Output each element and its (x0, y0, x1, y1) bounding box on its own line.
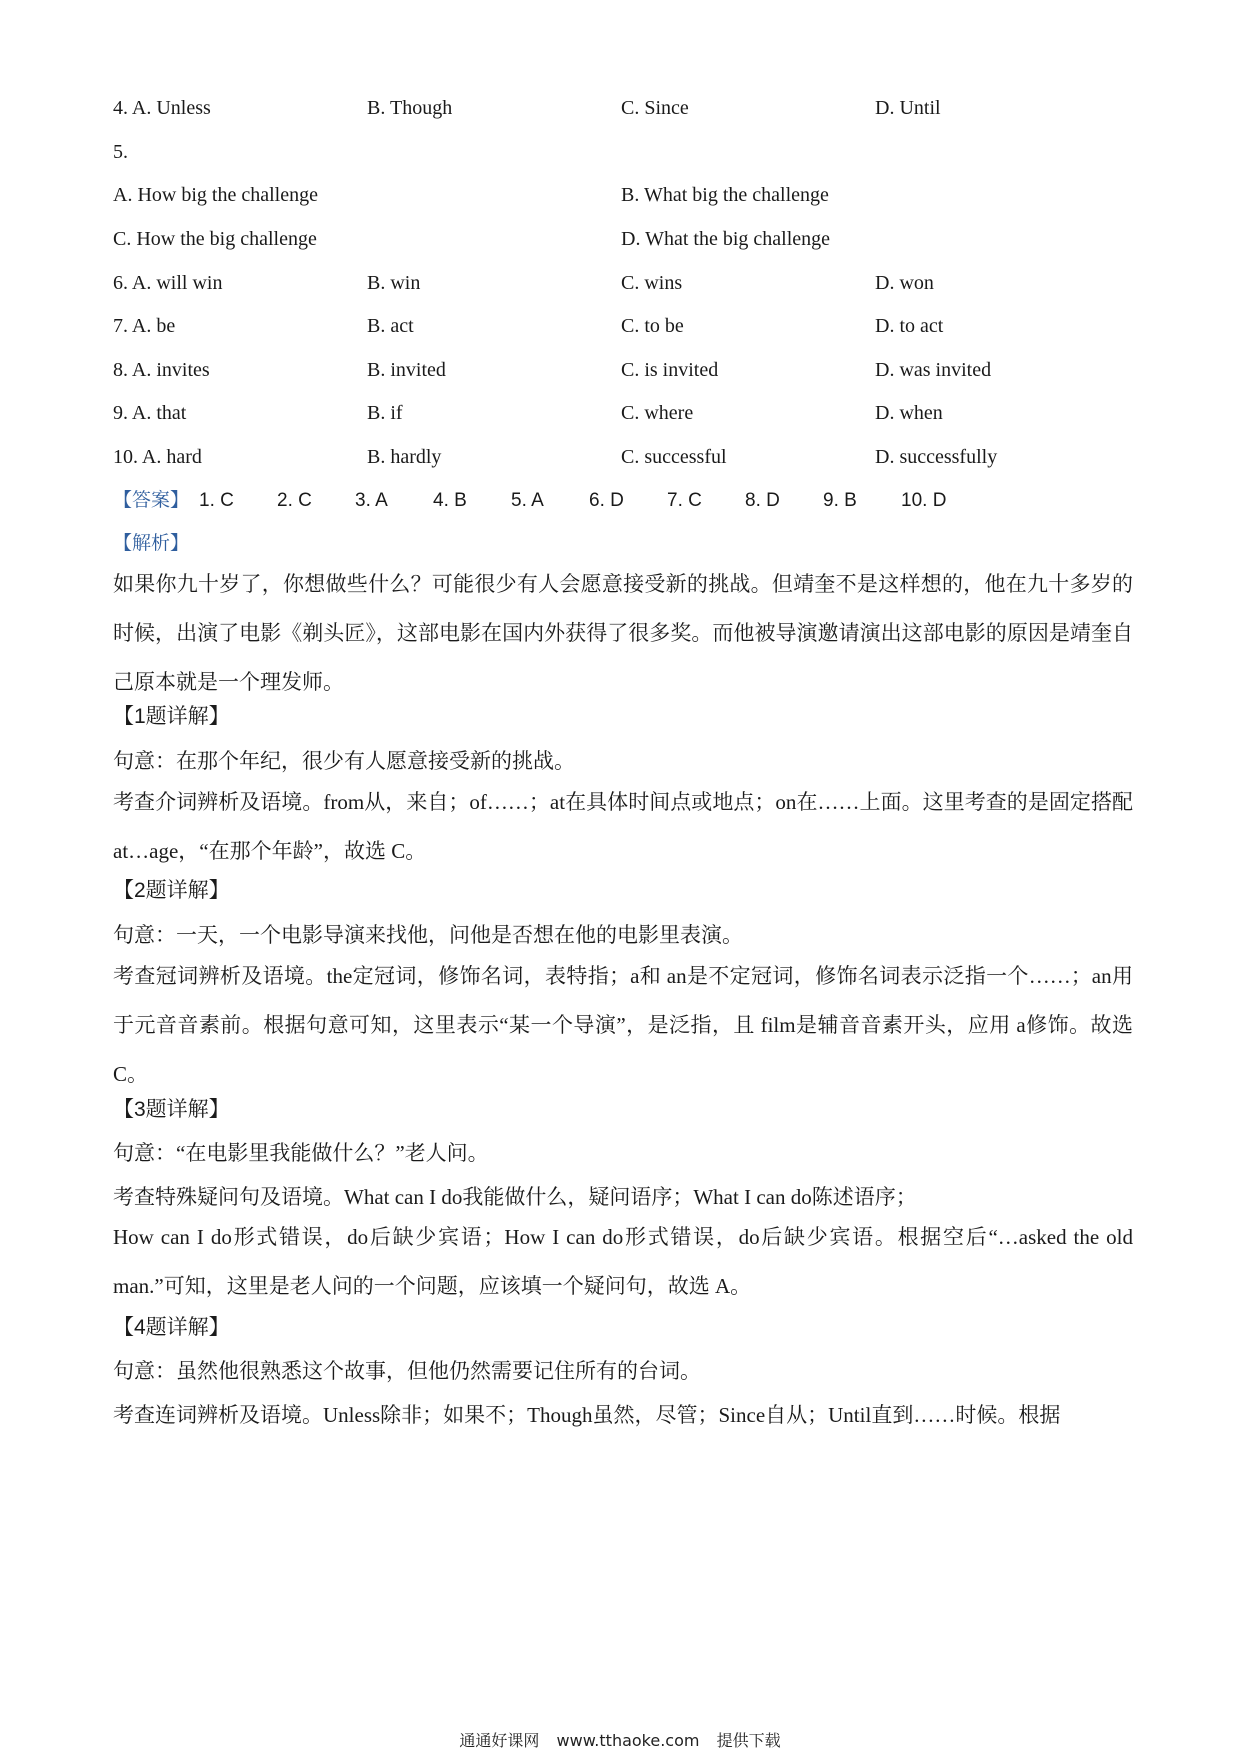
option-a: 9. A. that (113, 402, 187, 424)
footer-url[interactable]: www.tthaoke.com (556, 1731, 700, 1750)
question-5-options-cd (113, 224, 1133, 254)
option-c: C. where (621, 402, 694, 424)
option-b: B. What big the challenge (621, 184, 829, 206)
option-b: B. win (367, 272, 421, 294)
option-b: B. Though (367, 97, 453, 119)
option-b: B. invited (367, 359, 446, 381)
option-c: C. successful (621, 446, 727, 468)
option-c: C. to be (621, 315, 684, 337)
section-1-meaning: 句意：在那个年纪，很少有人愿意接受新的挑战。 (113, 749, 575, 773)
section-1-title: 【1题详解】 (113, 705, 230, 728)
option-b: B. hardly (367, 446, 442, 468)
option-d: D. successfully (875, 446, 998, 468)
option-b: B. if (367, 402, 403, 424)
answer-item: 1. C (199, 490, 234, 511)
footer-download-text: 提供下载 (716, 1731, 781, 1750)
question-10-options (113, 442, 1133, 472)
answer-item: 5. A (511, 490, 544, 511)
section-1-explanation: 考查介词辨析及语境。from从，来自；of……；at在具体时间点或地点；on在……上面。这里考查的是固定搭配 at…age，“在那个年龄”，故选 C。 (113, 790, 1133, 863)
analysis-label (113, 529, 1133, 559)
question-7-options (113, 311, 1133, 341)
section-2-explanation: 考查冠词辨析及语境。the定冠词，修饰名词，表特指；a和 an是不定冠词，修饰名词表示泛指一个……；an用于元音音素前。根据句意可知，这里表示“某一个导演”，是泛指，且 film是辅音音素开头，应用 a修饰。故选 C。 (113, 964, 1133, 1086)
option-d: D. What the big challenge (621, 228, 831, 250)
answer-item: 9. B (823, 490, 857, 511)
option-c: C. How the big challenge (113, 228, 317, 250)
option-c: C. is invited (621, 359, 719, 381)
option-a: 6. A. will win (113, 272, 223, 294)
option-c: C. Since (621, 97, 689, 119)
answer-item: 10. D (901, 490, 947, 511)
answer-item: 4. B (433, 490, 467, 511)
question-4-options (113, 93, 1133, 123)
option-a: A. How big the challenge (113, 184, 318, 206)
answer-item: 3. A (355, 490, 388, 511)
option-a: 10. A. hard (113, 446, 202, 468)
answer-item: 6. D (589, 490, 624, 511)
question-5-label (113, 137, 1133, 167)
option-d: D. Until (875, 97, 941, 119)
question-9-options (113, 398, 1133, 428)
section-3-explanation-line-1: 考查特殊疑问句及语境。What can I do我能做什么，疑问语序；What I can do陈述语序； (113, 1185, 917, 1209)
section-3-title: 【3题详解】 (113, 1098, 230, 1121)
section-4-meaning: 句意：虽然他很熟悉这个故事，但他仍然需要记住所有的台词。 (113, 1359, 701, 1383)
option-c: C. wins (621, 272, 683, 294)
section-2-title: 【2题详解】 (113, 879, 230, 902)
answer-item: 8. D (745, 490, 780, 511)
answer-item: 2. C (277, 490, 312, 511)
option-b: B. act (367, 315, 414, 337)
question-8-options (113, 355, 1133, 385)
option-d: D. when (875, 402, 943, 424)
section-2-meaning: 句意：一天，一个电影导演来找他，问他是否想在他的电影里表演。 (113, 923, 743, 947)
answer-key (113, 486, 1133, 516)
option-a: 7. A. be (113, 315, 176, 337)
question-number: 5. (113, 141, 128, 163)
summary-paragraph: 如果你九十岁了，你想做些什么？可能很少有人会愿意接受新的挑战。但靖奎不是这样想的，他在九十多岁的时候，出演了电影《剃头匠》，这部电影在国内外获得了很多奖。而他被导演邀请演出这部电影的原因是靖奎自己原本就是一个理发师。 (113, 572, 1133, 694)
option-a: 4. A. Unless (113, 97, 211, 119)
section-4-title: 【4题详解】 (113, 1316, 230, 1339)
footer-site-name: 通通好课网 (459, 1731, 540, 1750)
option-d: D. was invited (875, 359, 992, 381)
option-d: D. won (875, 272, 934, 294)
analysis-label-text: 【解析】 (113, 533, 190, 554)
option-d: D. to act (875, 315, 944, 337)
answer-item: 7. C (667, 490, 702, 511)
answer-label: 【答案】 (113, 490, 190, 511)
section-3-meaning: 句意：“在电影里我能做什么？”老人问。 (113, 1141, 489, 1165)
page-footer (0, 1728, 1240, 1751)
question-6-options (113, 268, 1133, 298)
question-5-options-ab (113, 180, 1133, 210)
option-a: 8. A. invites (113, 359, 210, 381)
section-4-explanation: 考查连词辨析及语境。Unless除非；如果不；Though虽然，尽管；Since自从；Until直到……时候。根据 (113, 1403, 1061, 1427)
section-3-explanation-line-2: How can I do形式错误，do后缺少宾语；How I can do形式错误，do后缺少宾语。根据空后“…asked the old man.”可知，这里是老人问的一个问题，应该填一个疑问句，故选 A。 (113, 1225, 1133, 1298)
